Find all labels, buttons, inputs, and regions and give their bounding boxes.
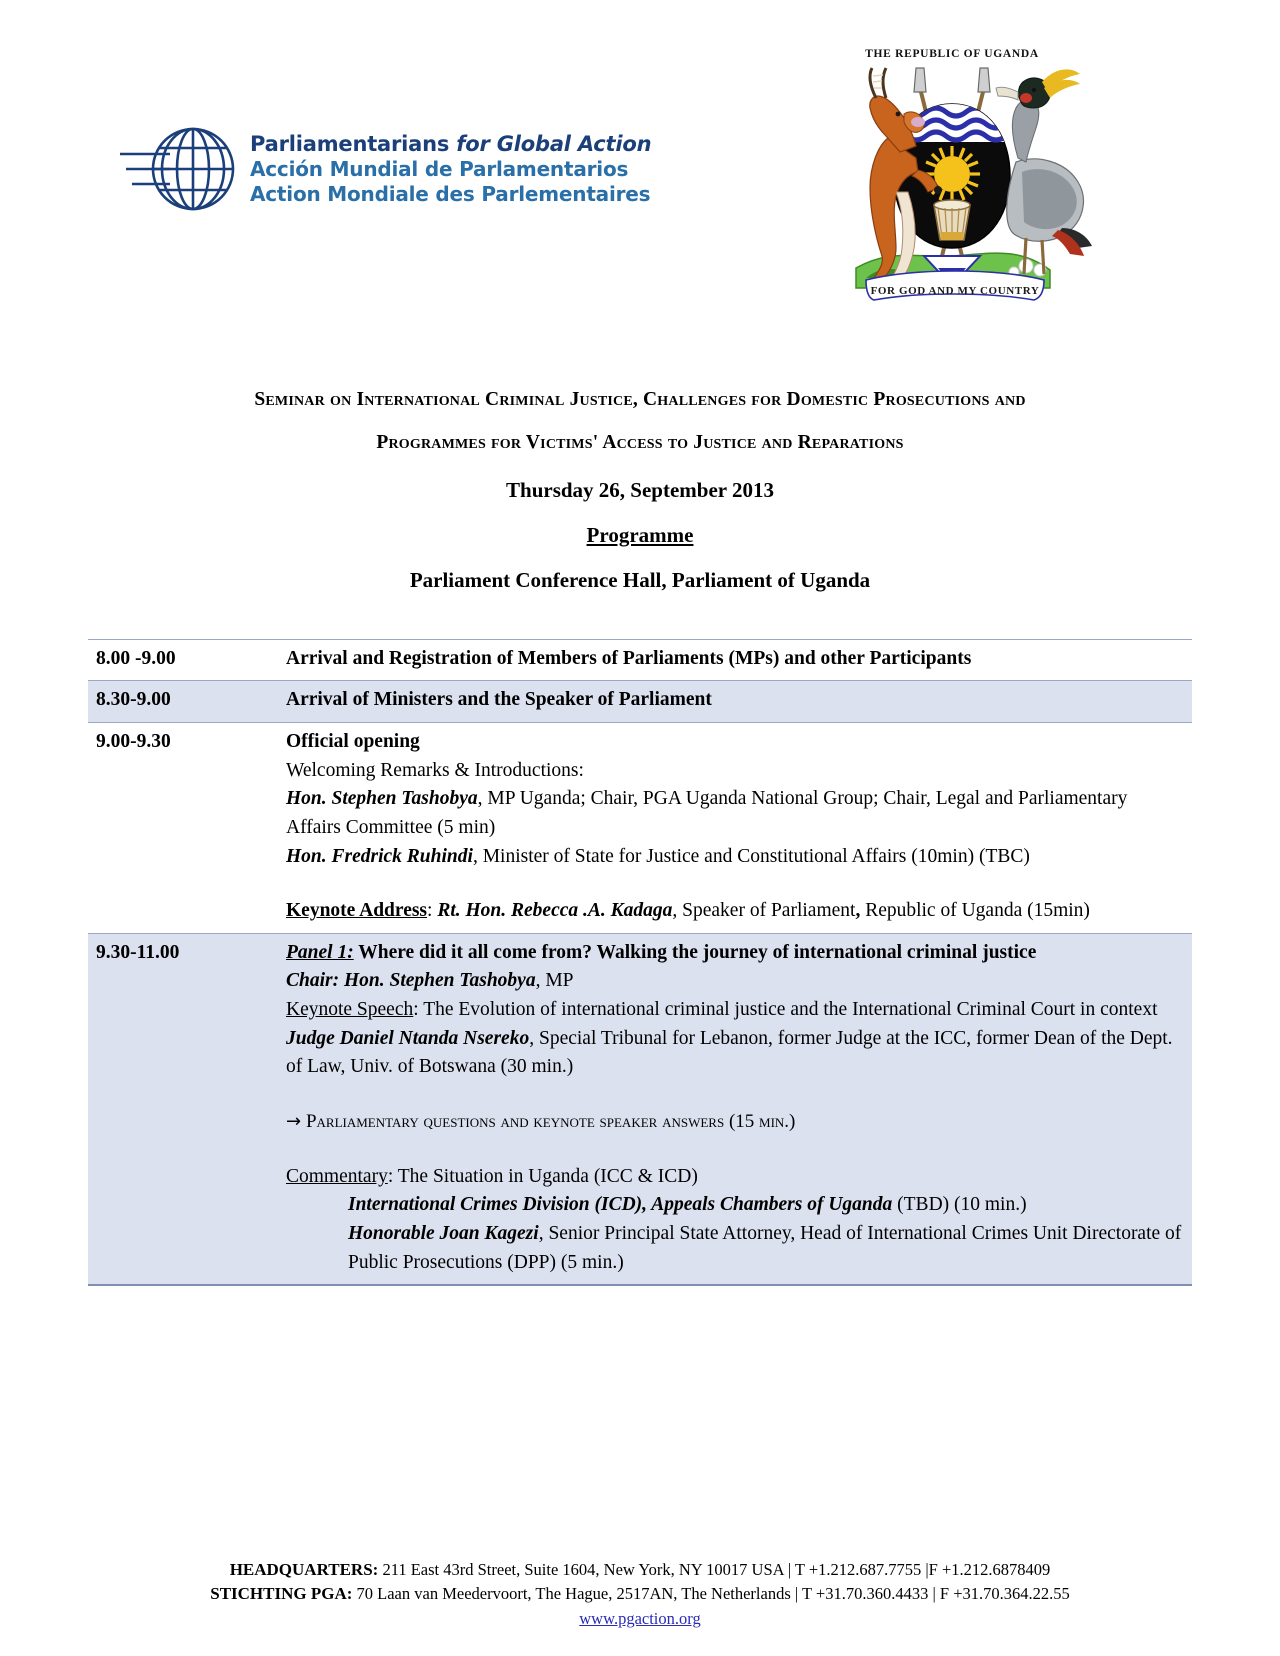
keynote-address-label: Keynote Address — [286, 900, 428, 922]
svg-text:FOR GOD AND MY COUNTRY: FOR GOD AND MY COUNTRY — [870, 285, 1040, 297]
speaker-name: Hon. Stephen Tashobya — [286, 788, 478, 810]
programme-label: Programme — [586, 522, 694, 547]
footer-hq-text: 211 East 43rd Street, Suite 1604, New York, NY 10017 USA | T +1.212.687.7755 |F +1.212.6878409 — [378, 1560, 1051, 1580]
speaker-name: Honorable Joan Kagezi — [348, 1223, 539, 1245]
seminar-title-line1: Seminar on International Criminal Justice, Challenges for Domestic Prosecutions and — [254, 389, 1026, 410]
row-line-panel-chair — [286, 967, 1186, 996]
document-header — [0, 0, 1280, 320]
speaker-detail: , MP Uganda; Chair, PGA Uganda National Group; Chair, Legal and Parliamentary Affairs Committee (5 min) — [286, 788, 1128, 838]
motto-ribbon — [866, 271, 1044, 300]
panel-label: Panel 1: — [286, 941, 354, 963]
pga-logo-line-en-prefix: Parliamentarians — [250, 131, 457, 156]
speaker-detail: , Special Tribunal for Lebanon, former Judge at the ICC, former Dean of the Dept. of Law, Univ. of Botswana (30 min.) — [286, 1027, 1173, 1078]
row-content — [278, 933, 1192, 1285]
right-arrow-icon: → — [286, 1111, 302, 1133]
row-line-panel-title — [286, 939, 1186, 968]
footer-website-line — [0, 1607, 1280, 1630]
spacer — [286, 1137, 1186, 1163]
keynote-role: , Speaker of Parliament — [672, 900, 856, 922]
pga-globe-icon — [118, 118, 236, 220]
row-line-heading: Official opening — [286, 730, 420, 752]
spacer — [286, 1082, 1186, 1108]
speaker-name: Hon. Fredrick Ruhindi — [286, 845, 473, 867]
keynote-tail: Republic of Uganda (15min) — [860, 900, 1090, 922]
row-line-keynote-address — [286, 897, 1186, 926]
row-content — [278, 681, 1192, 723]
speaker-detail: , Minister of State for Justice and Constitutional Affairs (10min) (TBC) — [472, 845, 1030, 867]
panel-chair-name: Chair: Hon. Stephen Tashobya — [286, 970, 536, 992]
row-content — [278, 722, 1192, 933]
commentary-label: Commentary — [286, 1165, 388, 1187]
panel-chair-detail: , MP — [535, 970, 574, 992]
row-line: Arrival and Registration of Members of Parliaments (MPs) and other Participants — [286, 647, 972, 669]
footer-stichting-line — [0, 1582, 1280, 1606]
keynote-speech-label: Keynote Speech — [286, 999, 414, 1021]
row-time: 8.00 -9.00 — [88, 639, 278, 681]
footer-stichting-label: STICHTING PGA: — [210, 1584, 353, 1604]
keynote-speech-detail: : The Evolution of international criminal justice and the International Criminal Court in context — [413, 999, 1158, 1021]
pga-logo-line-fr: Action Mondiale des Parlementaires — [250, 181, 651, 206]
pga-logo — [118, 118, 651, 220]
table-row — [88, 681, 1192, 723]
footer-headquarters-line — [0, 1558, 1280, 1582]
icd-detail: (TBD) (10 min.) — [892, 1194, 1027, 1216]
questions-text: Parliamentary questions and keynote speaker answers (15 min.) — [305, 1111, 796, 1133]
spacer — [286, 871, 1186, 897]
coat-of-arms-title: THE REPUBLIC OF UGANDA — [865, 48, 1039, 60]
speaker-name: Judge Daniel Ntanda Nsereko — [286, 1027, 530, 1049]
row-line-kagezi — [286, 1220, 1186, 1277]
seminar-date: Thursday 26, September 2013 — [506, 477, 774, 502]
keynote-speaker-name: Rt. Hon. Rebecca .A. Kadaga — [437, 900, 673, 922]
programme-table — [88, 639, 1192, 1287]
row-time: 9.30-11.00 — [88, 933, 278, 1285]
footer-stichting-text: 70 Laan van Meedervoort, The Hague, 2517AN, The Netherlands | T +31.70.360.4433 | F +31.70.364.22.55 — [352, 1584, 1070, 1604]
pga-logo-line-en-italic: for Global Action — [456, 131, 652, 156]
table-row — [88, 639, 1192, 681]
row-time: 9.00-9.30 — [88, 722, 278, 933]
row-line-welcoming: Welcoming Remarks & Introductions: — [286, 759, 584, 781]
commentary-detail: : The Situation in Uganda (ICC & ICD) — [387, 1165, 698, 1187]
keynote-comma: , — [855, 900, 861, 922]
icd-name: International Crimes Division (ICD), Appeals Chambers of Uganda — [348, 1194, 893, 1216]
keynote-sep: : — [427, 900, 438, 922]
row-line-questions — [286, 1108, 1186, 1137]
row-line-speaker-ruhindi — [286, 843, 1186, 872]
seminar-title-line2: Programmes for Victims' Access to Justice and Reparations — [376, 432, 904, 454]
pga-logo-line-es: Acción Mundial de Parlamentarios — [250, 157, 629, 182]
title-block — [80, 320, 1200, 593]
table-row — [88, 722, 1192, 933]
document-footer — [0, 1558, 1280, 1630]
speaker-detail: , Senior Principal State Attorney, Head of International Crimes Unit Directorate of Public Prosecutions (DPP) (5 min.) — [348, 1223, 1182, 1273]
pga-logo-line-en — [250, 132, 651, 158]
row-line-commentary — [286, 1163, 1186, 1192]
panel-title: Where did it all come from? Walking the journey of international criminal justice — [353, 941, 1037, 963]
table-row — [88, 933, 1192, 1285]
pga-logo-text — [250, 132, 651, 206]
row-line-icd — [286, 1191, 1186, 1220]
uganda-coat-of-arms — [812, 42, 1092, 307]
seminar-venue: Parliament Conference Hall, Parliament of Uganda — [409, 567, 871, 592]
footer-hq-label: HEADQUARTERS: — [229, 1560, 379, 1580]
row-line-speaker-nsereko — [286, 1025, 1186, 1082]
row-line-keynote-speech — [286, 996, 1186, 1025]
row-content — [278, 639, 1192, 681]
row-time: 8.30-9.00 — [88, 681, 278, 723]
row-line: Arrival of Ministers and the Speaker of Parliament — [286, 689, 712, 711]
pga-website-link[interactable]: www.pgaction.org — [579, 1608, 701, 1628]
row-line-speaker-tashobya — [286, 785, 1186, 842]
